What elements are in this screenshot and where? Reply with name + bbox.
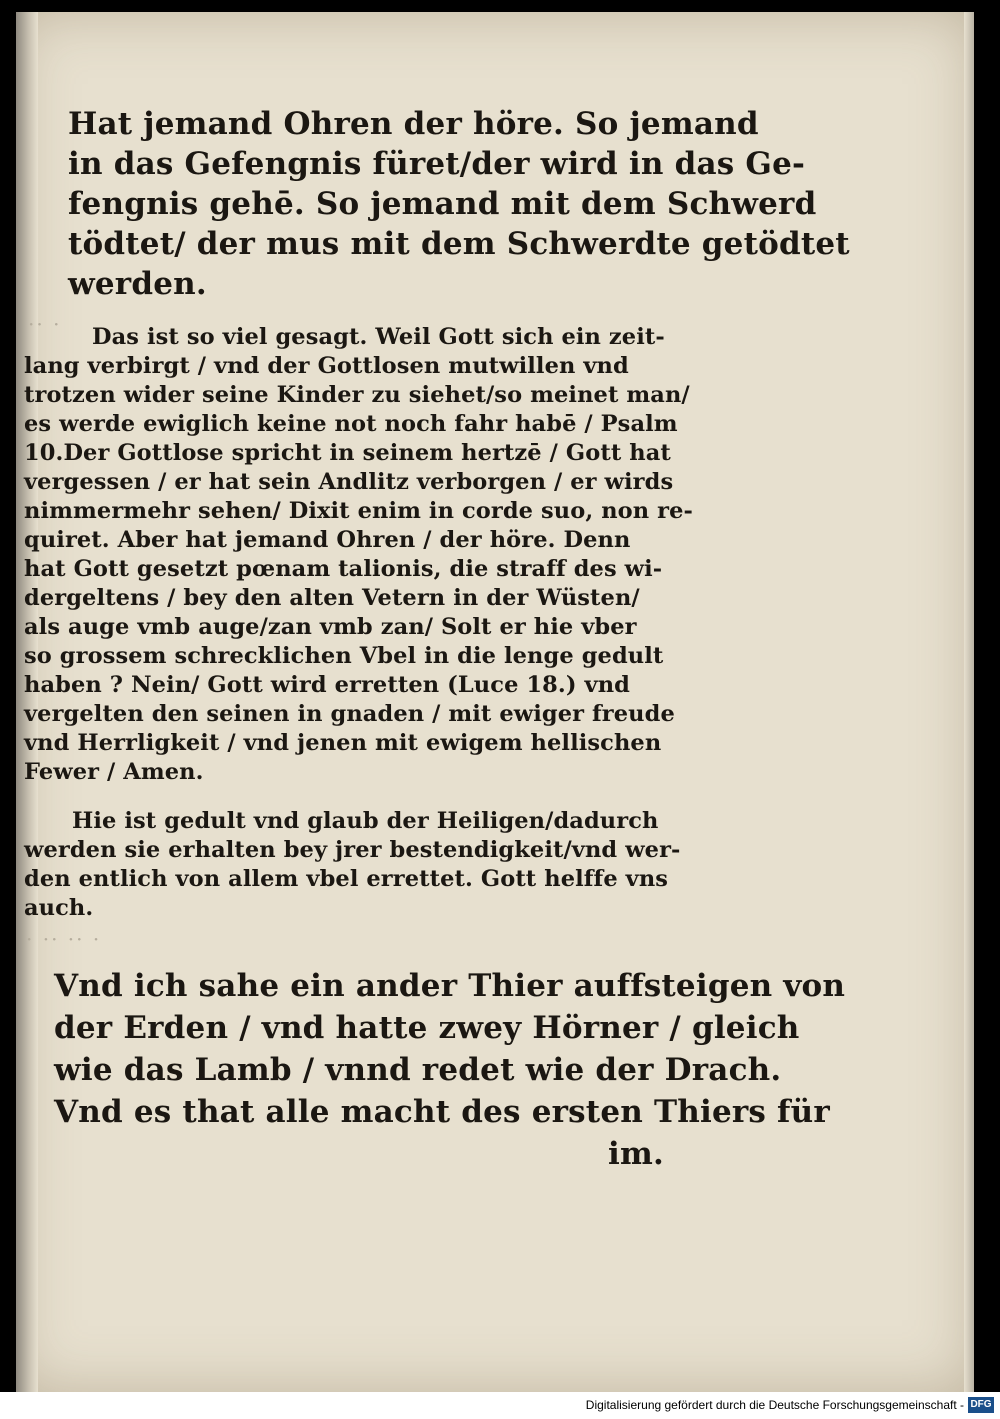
show-through-mark: ·· ·	[28, 312, 62, 336]
commentary-line: lang verbirgt / vnd der Gottlosen mutwillen vnd	[24, 353, 629, 379]
commentary-line: hat Gott gesetzt pœnam talionis, die straff des wi-	[24, 556, 663, 582]
commentary-line: werden sie erhalten bey jrer bestendigkeit/vnd wer-	[24, 837, 681, 863]
dfg-logo-icon: DFG	[968, 1397, 994, 1413]
commentary-line: Fewer / Amen.	[24, 759, 204, 785]
commentary-line: vergelten den seinen in gnaden / mit ewiger freude	[24, 701, 675, 727]
verse-top-line: Hat jemand Ohren der höre. So jemand	[68, 106, 759, 142]
commentary-line: als auge vmb auge/zan vmb zan/ Solt er hie vber	[24, 614, 637, 640]
commentary-line: so grossem schrecklichen Vbel in die lenge gedult	[24, 643, 664, 669]
commentary-line: den entlich von allem vbel errettet. Gott helffe vns	[24, 866, 669, 892]
commentary-line: quiret. Aber hat jemand Ohren / der höre. Denn	[24, 527, 631, 553]
verse-bottom-line: Vnd es that alle macht des ersten Thiers für	[54, 1094, 830, 1130]
commentary-line: nimmermehr sehen/ Dixit enim in corde suo, non re-	[24, 498, 693, 524]
footer-credit: Digitalisierung gefördert durch die Deutsche Forschungsgemeinschaft -	[585, 1398, 964, 1412]
commentary-line: trotzen wider seine Kinder zu siehet/so meinet man/	[24, 382, 690, 408]
page-text	[16, 12, 974, 1392]
commentary-line: vnd Herrligkeit / vnd jenen mit ewigem hellischen	[24, 730, 662, 756]
verse-top-line: fengnis gehē. So jemand mit dem Schwerd	[68, 186, 817, 222]
scanned-page	[16, 12, 974, 1392]
verse-bottom-line: Vnd ich sahe ein ander Thier auffsteigen von	[54, 968, 846, 1004]
verse-bottom-line: wie das Lamb / vnnd redet wie der Drach.	[54, 1052, 782, 1088]
digitization-footer	[0, 1392, 1000, 1419]
verse-top-line: in das Gefengnis füret/der wird in das Ge-	[68, 146, 806, 182]
commentary-line: vergessen / er hat sein Andlitz verborgen / er wirds	[24, 469, 674, 495]
verse-top-line: werden.	[68, 266, 207, 302]
verse-bottom-line: im.	[608, 1136, 664, 1172]
commentary-line: haben ? Nein/ Gott wird erretten (Luce 18.) vnd	[24, 672, 631, 698]
commentary-line: 10.Der Gottlose spricht in seinem hertzē / Gott hat	[24, 440, 671, 466]
verse-top-line: tödtet/ der mus mit dem Schwerdte getödtet	[68, 226, 850, 262]
commentary-line: dergeltens / bey den alten Vetern in der Wüsten/	[24, 585, 640, 611]
commentary-line: Das ist so viel gesagt. Weil Gott sich ein zeit-	[92, 324, 665, 350]
show-through-mark: · ·· ·· ·	[26, 927, 102, 951]
commentary-line: auch.	[24, 895, 94, 921]
verse-bottom-line: der Erden / vnd hatte zwey Hörner / gleich	[54, 1010, 800, 1046]
commentary-line: es werde ewiglich keine not noch fahr habē / Psalm	[24, 411, 678, 437]
commentary-line: Hie ist gedult vnd glaub der Heiligen/dadurch	[72, 808, 659, 834]
